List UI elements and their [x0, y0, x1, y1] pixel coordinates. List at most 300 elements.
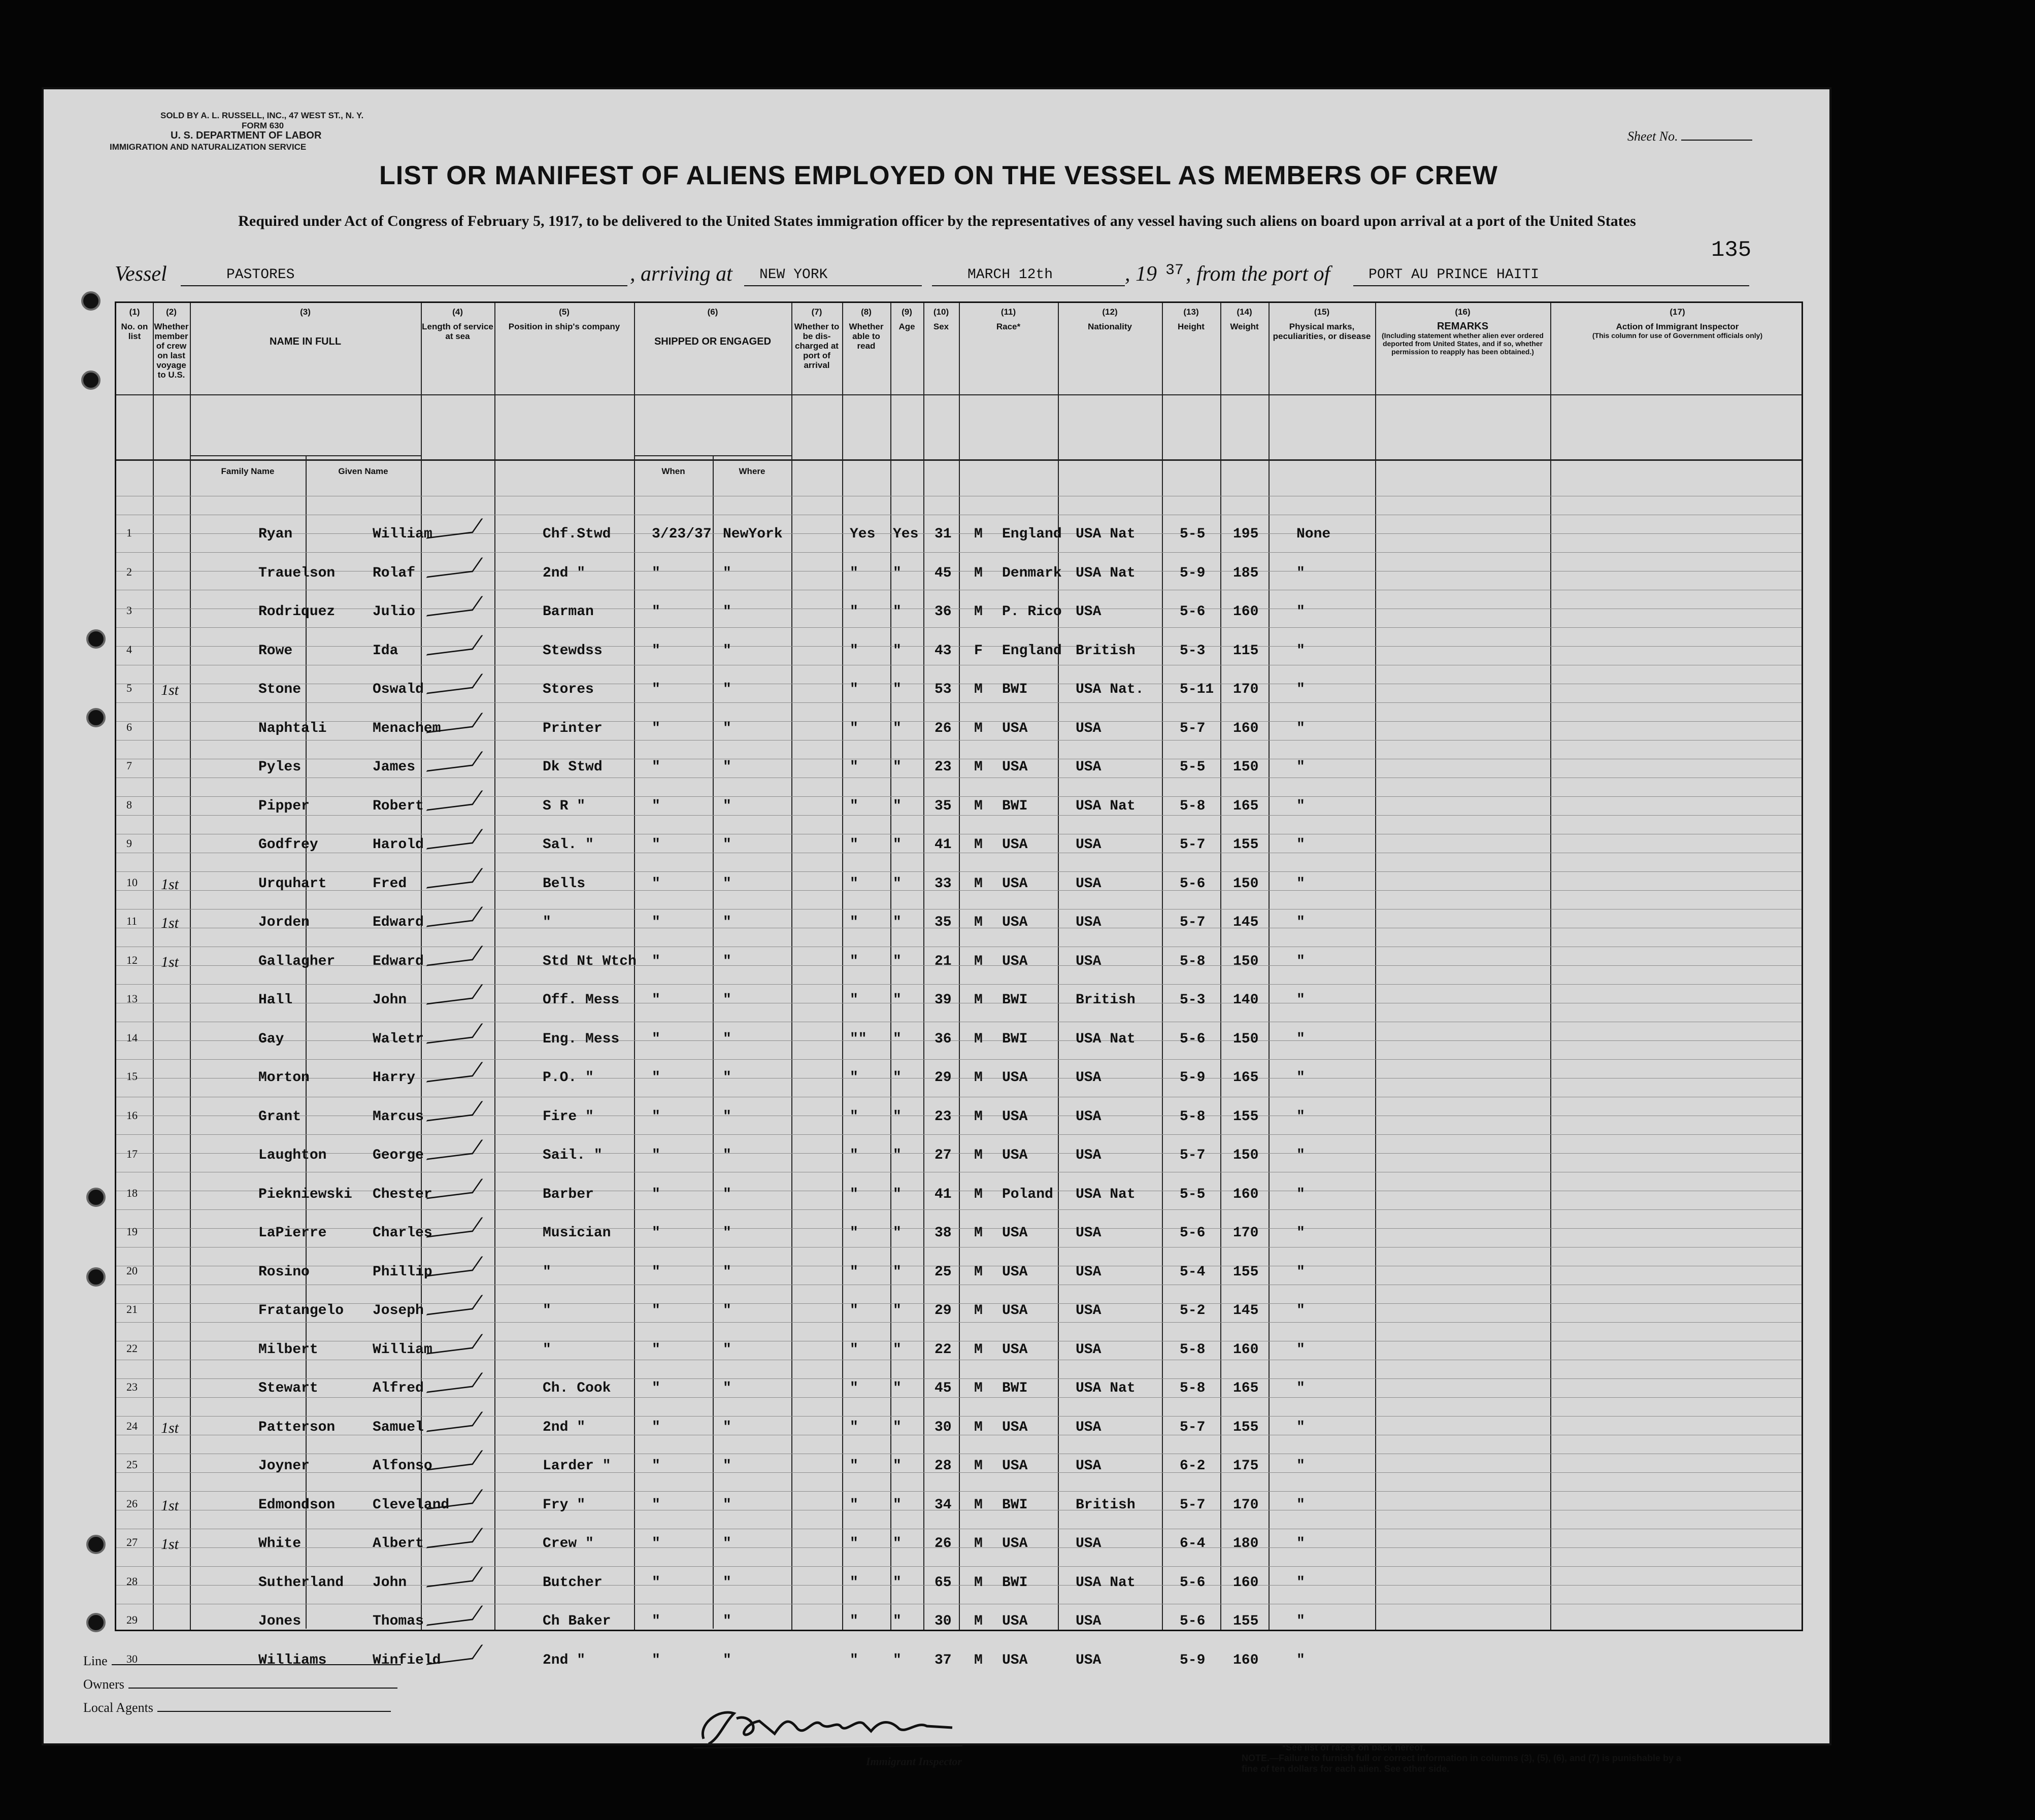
cell-sex: M	[974, 953, 983, 969]
cell-family: White	[258, 1536, 302, 1552]
cell-n: 24	[126, 1419, 138, 1432]
cell-n: 4	[126, 643, 132, 656]
service-checkmark	[426, 1644, 483, 1665]
cell-n: 9	[126, 837, 132, 850]
cell-pos: Bells	[543, 875, 586, 892]
cell-marks: "	[1296, 1186, 1305, 1202]
column-header	[791, 307, 842, 370]
cell-prev: 1st	[161, 682, 179, 698]
cell-n: 12	[126, 953, 138, 966]
cell-family: Trauelson	[258, 565, 336, 581]
cell-pos: "	[543, 1303, 551, 1319]
cell-given: Harry	[373, 1070, 416, 1086]
vessel-label: Vessel	[115, 262, 167, 286]
cell-read: "	[893, 1341, 902, 1358]
cell-given: Ida	[373, 643, 398, 659]
cell-pos: Sal. "	[543, 837, 594, 853]
cell-pos: Chf.Stwd	[543, 526, 611, 542]
cell-wt: 185	[1233, 565, 1259, 581]
line-field: Line	[83, 1654, 401, 1669]
department: U. S. DEPARTMENT OF LABOR	[171, 130, 322, 141]
cell-family: Sutherland	[258, 1574, 344, 1591]
cell-disc: "	[850, 875, 858, 892]
cell-family: Joyner	[258, 1458, 310, 1474]
cell-where: "	[723, 1031, 731, 1047]
cell-n: 27	[126, 1536, 138, 1548]
cell-nat: USA	[1076, 1148, 1102, 1163]
cell-sex: M	[974, 1225, 983, 1241]
cell-age: 43	[935, 643, 952, 659]
cell-ht: 5-8	[1180, 1341, 1206, 1358]
cell-given: Alfonso	[373, 1458, 432, 1474]
column-label: Action of Immigrant Inspector	[1616, 322, 1739, 331]
cell-ht: 5-11	[1180, 682, 1214, 697]
cell-where: "	[723, 1303, 731, 1319]
cell-nat: USA	[1076, 837, 1102, 853]
cell-disc: "	[850, 565, 858, 581]
cell-disc: "	[850, 837, 858, 853]
cell-race: USA	[1002, 1613, 1028, 1629]
cell-sex: F	[974, 643, 983, 659]
cell-nat: USA	[1076, 1264, 1102, 1280]
cell-where: "	[723, 1497, 731, 1513]
cell-where: "	[723, 1264, 731, 1280]
service-checkmark	[426, 1101, 483, 1121]
cell-wt: 165	[1233, 1380, 1259, 1396]
cell-n: 6	[126, 720, 132, 733]
cell-where: "	[723, 1652, 731, 1668]
service-checkmark	[426, 1411, 483, 1432]
departure-port: PORT AU PRINCE HAITI	[1369, 267, 1540, 283]
service-checkmark	[426, 1178, 483, 1199]
cell-wt: 150	[1233, 759, 1259, 775]
cell-given: Phillip	[373, 1264, 432, 1280]
cell-disc: "	[850, 1458, 858, 1474]
cell-wt: 150	[1233, 875, 1259, 892]
binder-hole	[81, 370, 101, 390]
cell-ht: 5-4	[1180, 1264, 1206, 1280]
cell-sex: M	[974, 682, 983, 697]
cell-read: "	[893, 1264, 902, 1280]
column-header	[116, 307, 153, 341]
cell-age: 35	[935, 798, 952, 814]
cell-sex: M	[974, 1264, 983, 1280]
cell-given: Harold	[373, 837, 424, 853]
page-number: 135	[1711, 238, 1752, 263]
cell-nat: USA	[1076, 604, 1102, 620]
cell-nat: USA	[1076, 1341, 1102, 1358]
service-checkmark	[426, 673, 483, 694]
cell-family: Grant	[258, 1108, 302, 1125]
cell-family: Rodriquez	[258, 604, 336, 620]
cell-sex: M	[974, 1303, 983, 1319]
cell-when: 3/23/37	[652, 526, 712, 542]
service-checkmark	[426, 518, 483, 538]
cell-race: USA	[1002, 1225, 1028, 1241]
cell-sex: M	[974, 604, 983, 620]
cell-family: Hall	[258, 992, 293, 1008]
cell-disc: "	[850, 1497, 858, 1513]
cell-age: 45	[935, 565, 952, 581]
cell-given: Samuel	[373, 1419, 424, 1435]
cell-pos: "	[543, 915, 551, 930]
cell-family: Urquhart	[258, 875, 327, 892]
column-header	[1269, 307, 1375, 341]
cell-nat: USA	[1076, 1536, 1102, 1552]
cell-wt: 165	[1233, 1070, 1259, 1086]
cell-race: USA	[1002, 953, 1028, 969]
cell-age: 38	[935, 1225, 952, 1241]
cell-n: 16	[126, 1108, 138, 1122]
cell-read: "	[893, 1536, 902, 1552]
cell-where: "	[723, 1225, 731, 1241]
cell-n: 25	[126, 1458, 138, 1471]
cell-n: 18	[126, 1186, 138, 1199]
cell-where: "	[723, 759, 731, 775]
cell-marks: None	[1296, 526, 1331, 542]
service: IMMIGRATION AND NATURALIZATION SERVICE	[110, 142, 307, 152]
cell-n: 7	[126, 759, 132, 772]
cell-when: "	[652, 953, 660, 969]
cell-ht: 5-7	[1180, 837, 1206, 853]
cell-sex: M	[974, 992, 983, 1008]
cell-sex: M	[974, 526, 983, 542]
cell-given: Julio	[373, 604, 416, 620]
cell-race: England	[1002, 526, 1062, 542]
cell-where: "	[723, 604, 731, 620]
cell-wt: 150	[1233, 1148, 1259, 1163]
cell-ht: 5-5	[1180, 526, 1206, 542]
cell-disc: "	[850, 915, 858, 930]
column-label: Physical marks, peculiarities, or disease	[1273, 322, 1371, 341]
cell-n: 14	[126, 1031, 138, 1044]
cell-n: 15	[126, 1070, 138, 1083]
cell-when: "	[652, 1380, 660, 1396]
cell-race: USA	[1002, 1148, 1028, 1163]
cell-ht: 5-6	[1180, 1574, 1206, 1591]
cell-family: Williams	[258, 1652, 327, 1668]
cell-disc: "	[850, 1341, 858, 1358]
cell-pos: Larder "	[543, 1458, 611, 1474]
cell-sex: M	[974, 1341, 983, 1358]
service-checkmark	[426, 829, 483, 849]
from-label: , from the port of	[1186, 262, 1330, 286]
cell-ht: 5-8	[1180, 1108, 1206, 1125]
cell-age: 34	[935, 1497, 952, 1513]
cell-sex: M	[974, 1031, 983, 1047]
cell-given: James	[373, 759, 416, 775]
cell-marks: "	[1296, 1536, 1305, 1552]
cell-when: "	[652, 1070, 660, 1086]
binder-hole	[81, 291, 101, 311]
cell-marks: "	[1296, 1380, 1305, 1396]
crew-table	[115, 301, 1803, 1668]
cell-given: William	[373, 1341, 432, 1358]
cell-wt: 150	[1233, 1031, 1259, 1047]
service-checkmark	[426, 790, 483, 811]
cell-ht: 5-7	[1180, 915, 1206, 930]
cell-age: 45	[935, 1380, 952, 1396]
cell-pos: S R "	[543, 798, 586, 814]
cell-n: 21	[126, 1303, 138, 1316]
cell-marks: "	[1296, 759, 1305, 775]
cell-given: Robert	[373, 798, 424, 814]
cell-wt: 160	[1233, 1341, 1259, 1358]
cell-where: "	[723, 875, 731, 892]
cell-n: 22	[126, 1341, 138, 1355]
cell-marks: "	[1296, 1341, 1305, 1358]
cell-pos: Dk Stwd	[543, 759, 603, 775]
column-label: Weight	[1230, 322, 1259, 331]
cell-marks: "	[1296, 1574, 1305, 1591]
cell-disc: ""	[850, 1031, 867, 1047]
cell-family: Piekniewski	[258, 1186, 352, 1202]
cell-read: "	[893, 915, 902, 930]
cell-family: Godfrey	[258, 837, 318, 853]
cell-ht: 5-9	[1180, 565, 1206, 581]
cell-age: 25	[935, 1264, 952, 1280]
cell-nat: USA	[1076, 1419, 1102, 1435]
column-subheader: Where	[739, 466, 765, 476]
cell-when: "	[652, 1419, 660, 1435]
cell-pos: "	[543, 1341, 551, 1358]
cell-where: "	[723, 1536, 731, 1552]
cell-when: "	[652, 1264, 660, 1280]
cell-marks: "	[1296, 1303, 1305, 1319]
cell-marks: "	[1296, 1108, 1305, 1125]
cell-when: "	[652, 1458, 660, 1474]
service-checkmark	[426, 1295, 483, 1315]
cell-marks: "	[1296, 1613, 1305, 1629]
cell-race: BWI	[1002, 1380, 1028, 1396]
cell-read: "	[893, 1031, 902, 1047]
cell-nat: USA Nat	[1076, 1031, 1136, 1047]
cell-nat: USA Nat	[1076, 1380, 1136, 1396]
column-number: (12)	[1102, 307, 1118, 317]
cell-nat: USA Nat.	[1076, 682, 1144, 697]
cell-sex: M	[974, 1652, 983, 1668]
cell-disc: "	[850, 1574, 858, 1591]
cell-n: 29	[126, 1613, 138, 1626]
cell-prev: 1st	[161, 915, 179, 931]
cell-n: 3	[126, 604, 132, 617]
cell-n: 2	[126, 565, 132, 578]
binder-hole	[86, 1535, 106, 1554]
cell-family: Rowe	[258, 643, 293, 659]
cell-pos: Eng. Mess	[543, 1031, 620, 1047]
service-checkmark	[426, 1372, 483, 1393]
cell-read: "	[893, 1574, 902, 1591]
column-header	[190, 307, 421, 347]
cell-disc: "	[850, 1148, 858, 1163]
cell-where: "	[723, 798, 731, 814]
cell-ht: 5-5	[1180, 759, 1206, 775]
column-label: Whether member of crew on last voyage to U.S.	[154, 322, 189, 380]
cell-race: USA	[1002, 1458, 1028, 1474]
cell-pos: Ch. Cook	[543, 1380, 611, 1396]
cell-wt: 195	[1233, 526, 1259, 542]
column-label: Position in ship's company	[508, 322, 620, 331]
cell-family: Pyles	[258, 759, 302, 775]
cell-marks: "	[1296, 992, 1305, 1008]
cell-when: "	[652, 643, 660, 659]
cell-disc: "	[850, 1264, 858, 1280]
binder-hole	[86, 1267, 106, 1287]
cell-given: Joseph	[373, 1303, 424, 1319]
column-number: (9)	[902, 307, 912, 317]
cell-ht: 5-7	[1180, 1148, 1206, 1163]
cell-pos: Musician	[543, 1225, 611, 1241]
cell-sex: M	[974, 1070, 983, 1086]
cell-given: Rolaf	[373, 565, 416, 581]
cell-when: "	[652, 1303, 660, 1319]
cell-sex: M	[974, 565, 983, 581]
column-header	[959, 307, 1058, 331]
cell-read: "	[893, 1186, 902, 1202]
cell-read: "	[893, 1380, 902, 1396]
cell-where: "	[723, 682, 731, 697]
cell-ht: 6-4	[1180, 1536, 1206, 1552]
cell-disc: "	[850, 1225, 858, 1241]
cell-wt: 165	[1233, 798, 1259, 814]
cell-sex: M	[974, 720, 983, 736]
cell-disc: "	[850, 720, 858, 736]
cell-family: Milbert	[258, 1341, 318, 1358]
cell-age: 26	[935, 1536, 952, 1552]
cell-age: 41	[935, 1186, 952, 1202]
page-title: LIST OR MANIFEST OF ALIENS EMPLOYED ON THE VESSEL AS MEMBERS OF CREW	[379, 161, 1498, 190]
cell-marks: "	[1296, 565, 1305, 581]
cell-given: John	[373, 992, 407, 1008]
cell-family: Morton	[258, 1070, 310, 1086]
service-checkmark	[426, 1528, 483, 1548]
cell-age: 30	[935, 1419, 952, 1435]
cell-nat: British	[1076, 1497, 1136, 1513]
cell-given: George	[373, 1148, 424, 1163]
cell-disc: "	[850, 1303, 858, 1319]
column-label: Sex	[933, 322, 949, 331]
cell-sex: M	[974, 875, 983, 892]
cell-wt: 150	[1233, 953, 1259, 969]
inspector-label: Immigrant Inspector	[866, 1755, 962, 1768]
cell-age: 37	[935, 1652, 952, 1668]
column-header	[1162, 307, 1220, 331]
cell-when: "	[652, 1225, 660, 1241]
cell-wt: 155	[1233, 1419, 1259, 1435]
service-checkmark	[426, 557, 483, 578]
cell-read: "	[893, 720, 902, 736]
printer-credit: SOLD BY A. L. RUSSELL, INC., 47 WEST ST., N. Y.	[160, 111, 364, 120]
cell-where: "	[723, 1186, 731, 1202]
cell-n: 28	[126, 1574, 138, 1588]
cell-race: BWI	[1002, 992, 1028, 1008]
cell-pos: Off. Mess	[543, 992, 620, 1008]
cell-when: "	[652, 565, 660, 581]
cell-given: Thomas	[373, 1613, 424, 1629]
cell-marks: "	[1296, 1497, 1305, 1513]
arrival-port: NEW YORK	[759, 267, 828, 283]
cell-n: 20	[126, 1264, 138, 1277]
cell-disc: "	[850, 1652, 858, 1668]
cell-age: 22	[935, 1341, 952, 1358]
cell-when: "	[652, 1341, 660, 1358]
cell-sex: M	[974, 1186, 983, 1202]
cell-n: 23	[126, 1380, 138, 1393]
cell-pos: Barber	[543, 1186, 594, 1202]
arrival-year: 37	[1165, 262, 1184, 279]
cell-age: 31	[935, 526, 952, 542]
cell-race: Denmark	[1002, 565, 1062, 581]
cell-family: Naphtali	[258, 720, 327, 736]
cell-sex: M	[974, 759, 983, 775]
cell-read: Yes	[893, 526, 919, 542]
arriving-label: , arriving at	[630, 262, 732, 286]
cell-marks: "	[1296, 1225, 1305, 1241]
cell-nat: USA	[1076, 1108, 1102, 1125]
cell-ht: 5-7	[1180, 720, 1206, 736]
column-number: (11)	[1000, 307, 1016, 317]
cell-race: USA	[1002, 1303, 1028, 1319]
column-number: (16)	[1455, 307, 1471, 317]
cell-disc: Yes	[850, 526, 876, 542]
cell-n: 1	[126, 526, 132, 539]
cell-read: "	[893, 875, 902, 892]
cell-family: Stewart	[258, 1380, 318, 1396]
cell-prev: 1st	[161, 1536, 179, 1553]
cell-ht: 5-6	[1180, 1225, 1206, 1241]
column-label: Whether able to read	[849, 322, 884, 351]
cell-prev: 1st	[161, 1419, 179, 1436]
cell-disc: "	[850, 1536, 858, 1552]
cell-when: "	[652, 1186, 660, 1202]
cell-marks: "	[1296, 1264, 1305, 1280]
cell-where: NewYork	[723, 526, 783, 542]
cell-race: USA	[1002, 759, 1028, 775]
cell-disc: "	[850, 1613, 858, 1629]
cell-race: BWI	[1002, 798, 1028, 814]
cell-nat: USA	[1076, 1458, 1102, 1474]
cell-marks: "	[1296, 798, 1305, 814]
cell-nat: USA	[1076, 720, 1102, 736]
cell-pos: 2nd "	[543, 1419, 586, 1435]
cell-pos: Ch Baker	[543, 1613, 611, 1629]
service-checkmark	[426, 868, 483, 888]
cell-where: "	[723, 915, 731, 930]
cell-given: William	[373, 526, 432, 542]
cell-pos: Crew "	[543, 1536, 594, 1552]
cell-pos: Sail. "	[543, 1148, 603, 1163]
cell-sex: M	[974, 1419, 983, 1435]
column-label: Length of service at sea	[422, 322, 493, 341]
service-checkmark	[426, 906, 483, 927]
cell-disc: "	[850, 798, 858, 814]
cell-ht: 5-6	[1180, 604, 1206, 620]
cell-marks: "	[1296, 953, 1305, 969]
cell-when: "	[652, 604, 660, 620]
cell-family: Gallagher	[258, 953, 336, 969]
cell-race: USA	[1002, 1419, 1028, 1435]
cell-age: 21	[935, 953, 952, 969]
column-label: No. on list	[121, 322, 148, 341]
column-number: (6)	[707, 307, 718, 317]
cell-where: "	[723, 953, 731, 969]
cell-n: 13	[126, 992, 138, 1005]
binder-hole	[86, 1613, 106, 1632]
cell-family: Jones	[258, 1613, 302, 1629]
column-number: (17)	[1670, 307, 1685, 317]
cell-marks: "	[1296, 682, 1305, 697]
cell-where: "	[723, 1380, 731, 1396]
